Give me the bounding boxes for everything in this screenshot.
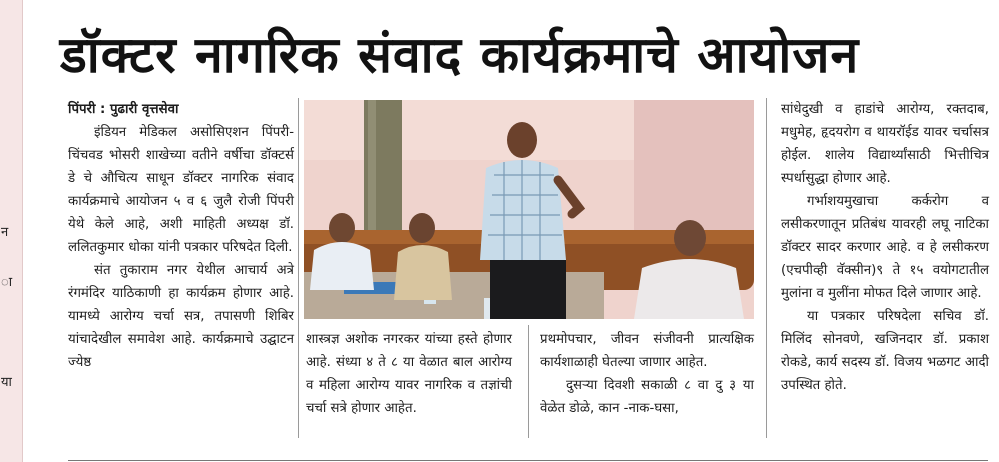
paragraph: या पत्रकार परिषदेला सचिव डॉ. मिलिंद सोनवणे, खजिनदार डॉ. प्रकाश रोकडे, कार्य सदस्य डॉ. विजय भळगट आदी उपस्थित होते. — [781, 309, 989, 393]
adjacent-text-fragment: या — [1, 375, 12, 390]
column-divider — [528, 325, 529, 438]
article-column-3 — [540, 328, 754, 420]
article-headline: डॉक्टर नागरिक संवाद कार्यक्रमाचे आयोजन — [60, 26, 860, 84]
paragraph: इंडियन मेडिकल असोसिएशन पिंपरी-चिंचवड भोसरी शाखेच्या वतीने वर्षीचा डॉक्टर्स डे चे औचित्य साधून डॉक्टर नागरिक संवाद कार्यक्रमाचे आयोजन ५ व ६ जुलै रोजी पिंपरी येथे केले आहे, अशी माहिती अध्यक्ष डॉ. ललितकुमार धोका यांनी पत्रकार परिषदेत दिली. — [68, 125, 294, 255]
paragraph: दुसऱ्या दिवशी सकाळी ८ वा दु ३ या वेळेत डोळे, कान -नाक-घसा, — [540, 378, 754, 416]
article-column-4 — [781, 98, 989, 397]
article-column-2 — [306, 328, 512, 420]
event-photo — [304, 100, 754, 319]
article-column-1 — [68, 98, 294, 374]
paragraph: संत तुकाराम नगर येथील आचार्य अत्रे रंगमंदिर याठिकाणी हा कार्यक्रम होणार आहे. यामध्ये आरोग्य चर्चा सत्र, तपासणी शिबिर यांचादेखील समावेश आहे. कार्यक्रमाचे उद्घाटन ज्येष्ठ — [68, 263, 294, 370]
column-divider — [298, 98, 299, 438]
dateline: पिंपरी : पुढारी वृत्तसेवा — [68, 102, 179, 117]
adjacent-text-fragment: न — [1, 225, 9, 240]
paragraph: शास्त्रज्ञ अशोक नगरकर यांच्या हस्ते होणार आहे. संध्या ४ ते ८ या वेळात बाल आरोग्य व महिला आरोग्य यावर नागरिक व तज्ञांची चर्चा सत्रे होणार आहेत. — [306, 332, 512, 416]
bottom-rule — [68, 460, 988, 461]
adjacent-text-fragment: ा — [1, 275, 13, 290]
paragraph: प्रथमोपचार, जीवन संजीवनी प्रात्यक्षिक कार्यशाळाही घेतल्या जाणार आहेत. — [540, 332, 754, 370]
paragraph: गर्भाशयमुखाचा कर्करोग व लसीकरणातून प्रतिबंध यावरही लघू नाटिका डॉक्टर सादर करणार आहे. व हे लसीकरण (एचपीव्ही वॅक्सीन)९ ते १५ वयोगटातील मुलांना व मुलींना मोफत दिले जाणार आहे. — [781, 194, 989, 301]
column-divider — [766, 98, 767, 438]
paragraph: सांधेदुखी व हाडांचे आरोग्य, रक्तदाब, मधुमेह, हृदयरोग व थायरॉईड यावर चर्चासत्र होईल. शालेय विद्यार्थ्यांसाठी भित्तीचित्र स्पर्धासुद्धा होणार आहे. — [781, 102, 989, 186]
